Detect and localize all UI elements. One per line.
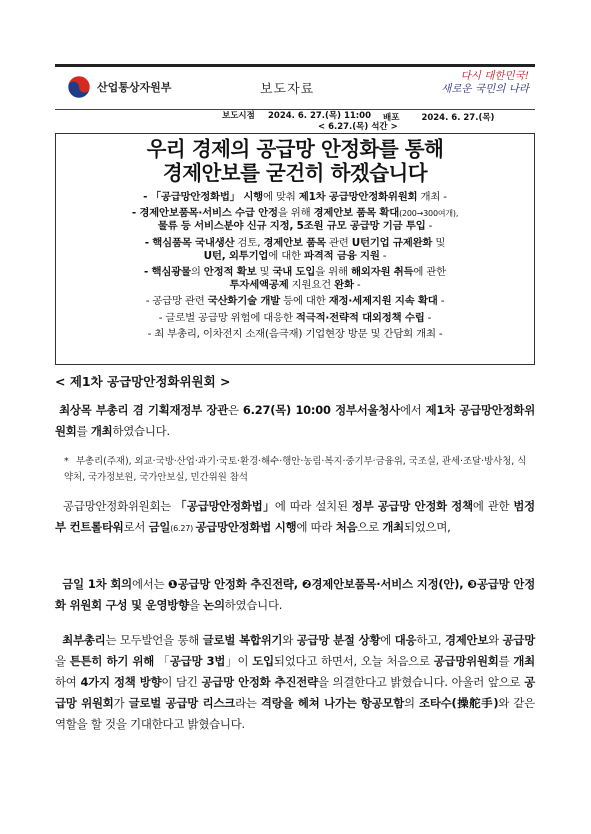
ministry-block [67, 75, 171, 99]
deploy-value: 2024. 6. 27.(목) [421, 113, 495, 123]
slogan-line-2: 새로운 국민의 나라 [441, 83, 529, 95]
summary-bullet: - 공급망 관련 국산화기술 개발 등에 대한 재정·세제지원 지속 확대 - [145, 295, 445, 308]
embargo-info [222, 111, 398, 133]
note-text: 부총리(주재), 외교·국방·산업·과기·국토·환경·해수·행안·농림·복지·중기부·금융위, 국조실, 관세·조달·방사청, 식약처, 국가정보원, 국가안보실, 민간위원 참석 [64, 456, 527, 483]
headline [56, 137, 534, 185]
summary-bullet: - 「공급망안정화법」 시행에 맞춰 제1차 공급망안정화위원회 개최 - [143, 191, 447, 203]
embargo-sub: < 6.27.(목) 석간 > [318, 122, 398, 132]
summary-box [55, 133, 535, 365]
document-type: 보도자료 [260, 82, 315, 97]
taegeuk-logo-icon [67, 75, 91, 99]
headline-line-1: 우리 경제의 공급망 안정화를 통해 [146, 137, 444, 161]
body-paragraph-3: 금일 1차 회의에서는 ❶공급망 안정화 추진전략, ❷경제안보품목·서비스 지정(안), ❸공급망 안정화 위원회 구성 및 운영방향을 논의하였습니다. [55, 577, 535, 612]
ministry-name: 산업통상자원부 [97, 81, 172, 94]
attendees-note [64, 454, 534, 485]
deploy-info [383, 111, 494, 123]
summary-bullet: - 글로벌 공급망 위험에 대응한 적극적·전략적 대외정책 수립 - [158, 311, 432, 324]
slogan-line-1: 다시 대한민국! [460, 70, 529, 82]
headline-line-2: 경제안보를 굳건히 하겠습니다 [162, 161, 428, 185]
summary-bullet: - 최 부총리, 이차전지 소재(음극재) 기업현장 방문 및 간담회 개최 - [147, 327, 443, 340]
body-paragraph-1: 최상목 부총리 겸 기획재정부 장관은 6.27(목) 10:00 정부서울청사에서 제1차 공급망안정화위원회를 개최하였습니다. [55, 403, 536, 438]
embargo-value: 2024. 6. 27.(목) 11:00 [268, 111, 372, 121]
embargo-label: 보도시점 [222, 111, 255, 121]
summary-bullet: - 핵심광물의 안정적 확보 및 국내 도입을 위해 해외자원 취득에 관한 투자세액공제 지원요건 완화 - [143, 266, 447, 292]
section-title: < 제1차 공급망안정화위원회 > [55, 374, 231, 389]
deploy-label: 배포 [383, 113, 400, 123]
summary-bullet: - 경제안보품목·서비스 수급 안정을 위해 경제안보 품목 확대(200→300여개), 물류 등 서비스분야 신규 지정, 5조원 규모 공급망 기금 투입 - [131, 207, 459, 233]
note-mark: * [64, 456, 69, 467]
summary-bullet: - 핵심품목 국내생산 검토, 경제안보 품목 관련 U턴기업 규제완화 및 U턴, 외투기업에 대한 파격적 금융 지원 - [144, 236, 446, 262]
header-band [55, 64, 535, 110]
slogan [409, 70, 529, 96]
body-paragraph-2: 공급망안정화위원회는 「공급망안정화법」에 따라 설치된 정부 공급망 안정화 정책에 관한 범정부 컨트롤타워로서 금일(6.27) 공급망안정화법 시행에 따라 처음으로 개최되었으며, [55, 499, 535, 534]
body-paragraph-4: 최부총리는 모두발언을 통해 글로벌 복합위기와 공급망 분절 상황에 대응하고, 경제안보와 공급망을 튼튼히 하기 위해 「공급망 3법」이 도입되었다고 하면서, 오늘 처음으로 공급망위원회를 개최하여 4가지 정책 방향이 담긴 공급망 안정화 추진전략을 의결한다고 밝혔습니다. 아울러 앞으로 공급망 위원회가 글로벌 공급망 리스크라는 격랑을 헤쳐 나가는 항공모함의 조타수(操舵手)와 같은 역할을 할 것을 기대한다고 밝혔습니다. [55, 633, 536, 731]
summary-bullets [56, 191, 534, 341]
